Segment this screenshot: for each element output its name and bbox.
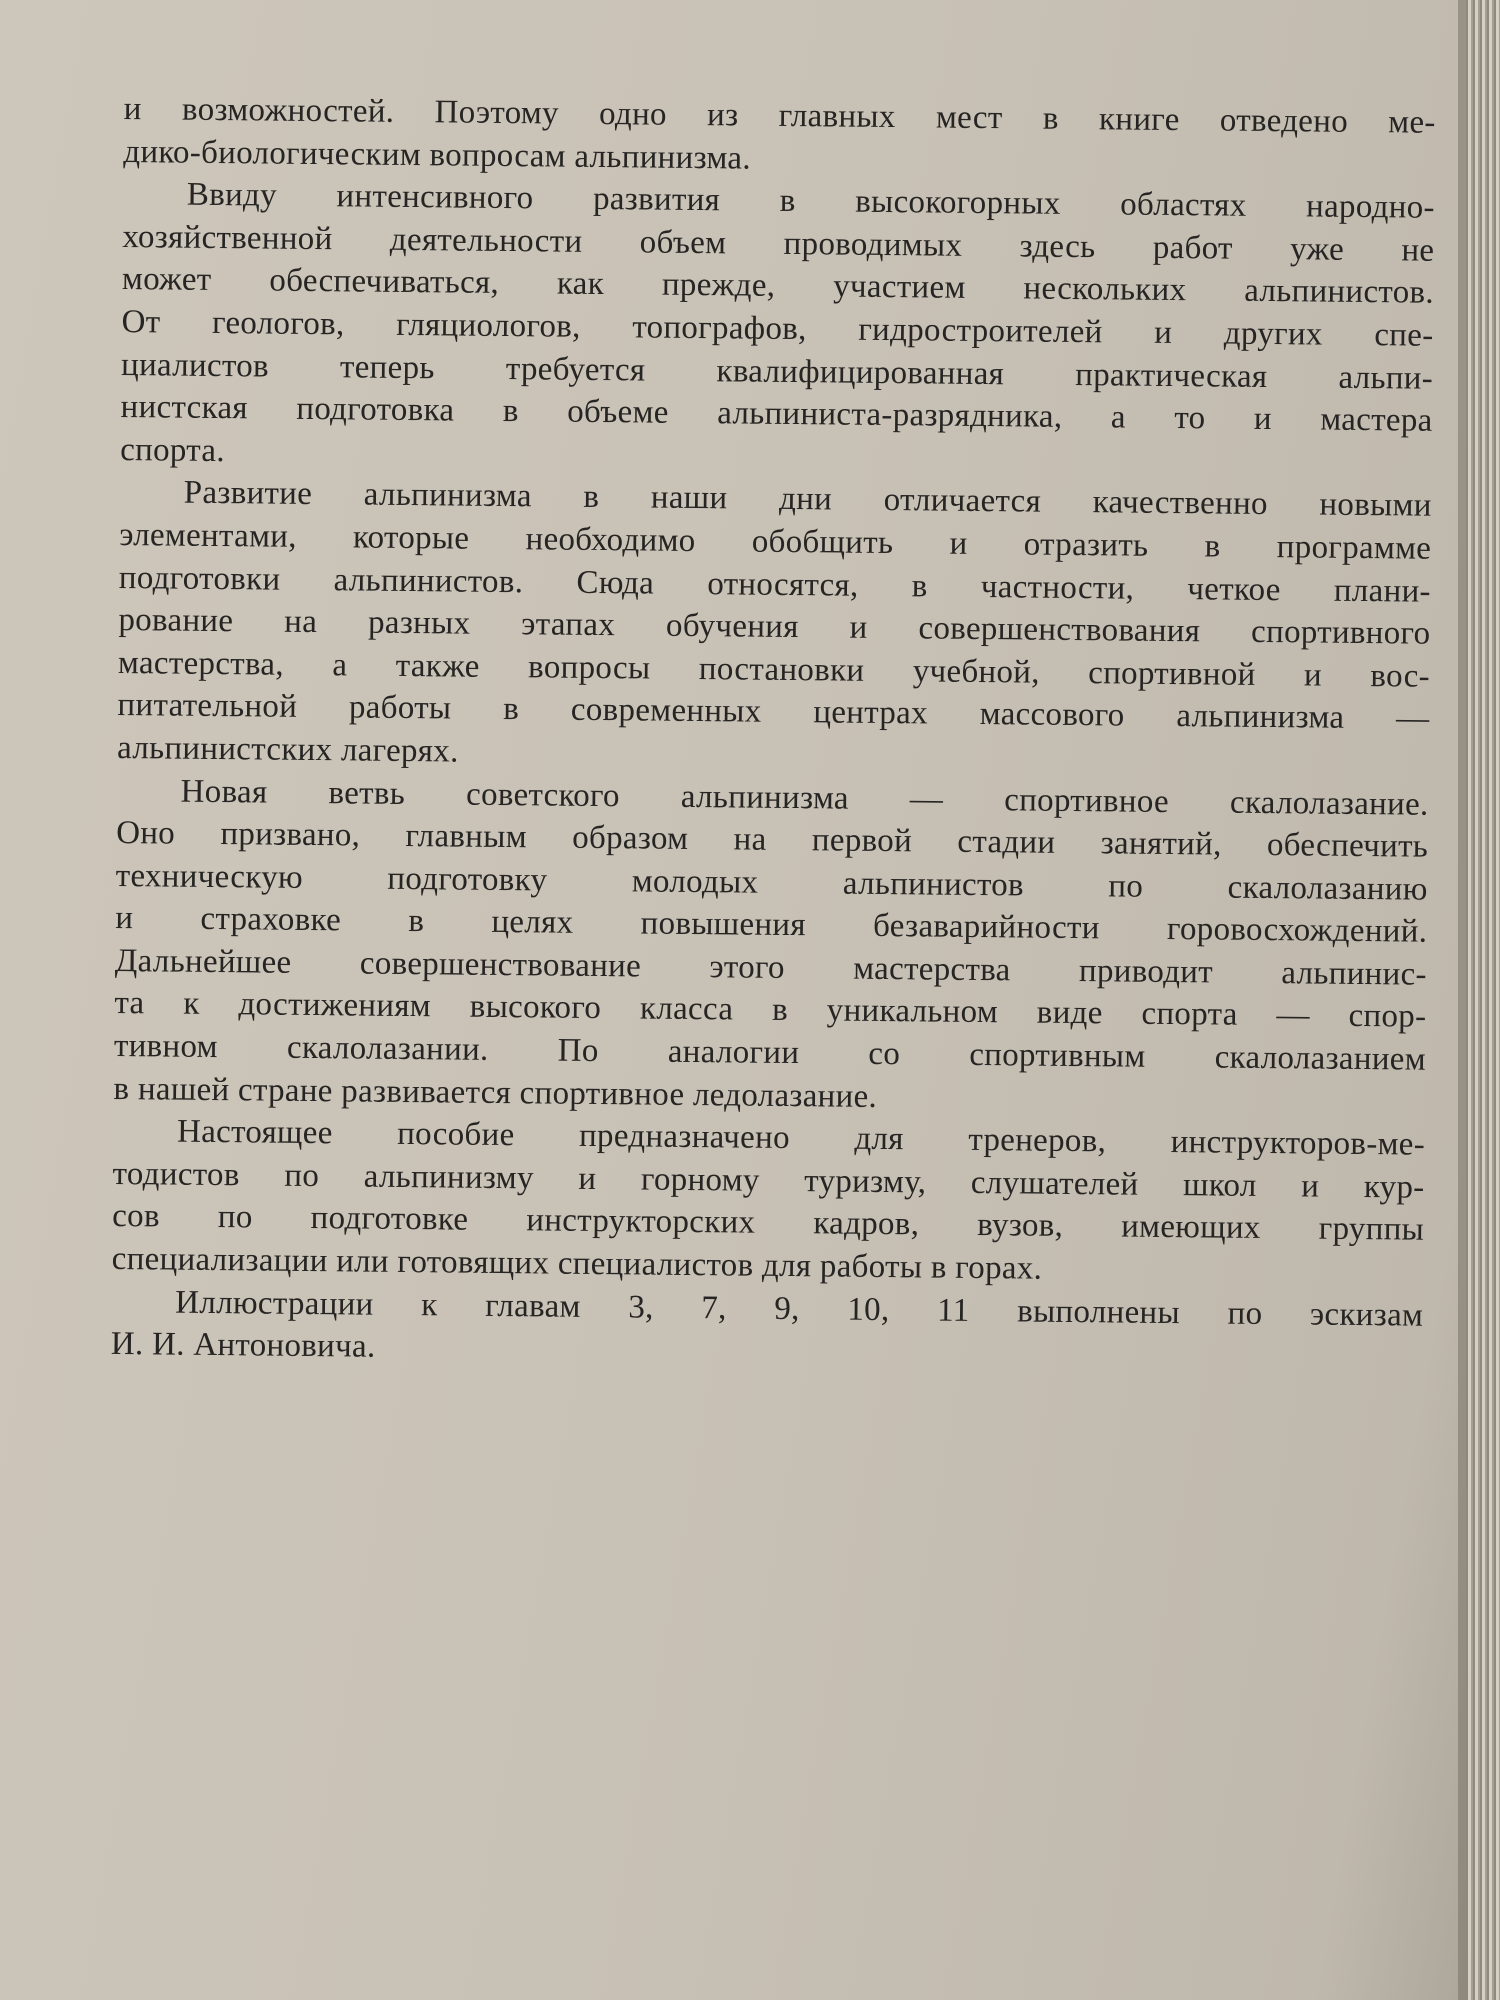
text-line: и возможностей. Поэтому одно из главных мест в книге отведено ме- (123, 90, 1436, 141)
text-line: тодистов по альпинизму и горному туризму, слушателей школ и кур- (112, 1155, 1425, 1206)
text-line: хозяйственной деятельности объем проводимых здесь работ уже не (122, 218, 1435, 269)
paragraph (111, 1281, 1424, 1380)
paragraph (113, 769, 1428, 1123)
text-line: Ввиду интенсивного развития в высокогорных областях народно- (186, 176, 1436, 226)
paragraph (112, 1110, 1426, 1294)
text-line: специализации или готовящих специалистов для работы в горах. (111, 1240, 1043, 1287)
text-line: циалистов теперь требуется квалифицированная практическая альпи- (120, 346, 1434, 397)
text-line: мастерства, а также вопросы постановки учебной, спортивной и вос- (117, 644, 1431, 695)
text-line: в нашей стране развивается спортивное ледолазание. (113, 1070, 878, 1115)
text-line: Новая ветвь советского альпинизма — спортивное скалолазание. (180, 773, 1429, 823)
text-line: Дальнейшее совершенствование этого мастерства приводит альпинис- (114, 942, 1427, 993)
paragraph (120, 173, 1435, 485)
book-page-text (111, 88, 1436, 1379)
text-line: Иллюстрации к главам 3, 7, 9, 10, 11 выполнены по эскизам (175, 1284, 1424, 1334)
text-line: нистская подготовка в объеме альпиниста-разрядника, а то и мастера (120, 389, 1433, 439)
paragraph (117, 471, 1432, 783)
text-line: техническую подготовку молодых альпинистов по скалолазанию (115, 857, 1428, 908)
text-line: может обеспечиваться, как прежде, участием нескольких альпинистов. (121, 261, 1435, 312)
text-line: та к достижениям высокого класса в уникальном виде спорта — спор- (114, 985, 1427, 1036)
text-line: подготовки альпинистов. Сюда относятся, в частности, четкое плани- (118, 559, 1431, 610)
text-line: тивном скалолазании. По аналогии со спортивным скалолазанием (113, 1028, 1427, 1078)
text-line: От геологов, гляциологов, топографов, гидростроителей и других спе- (121, 303, 1434, 354)
text-line: альпинистских лагерях. (116, 729, 459, 770)
page-shadow (1458, 0, 1466, 2000)
book-page-edges (1466, 0, 1500, 2000)
text-line: спорта. (120, 431, 226, 469)
text-line: и страховке в целях повышения безаварийности горовосхождений. (115, 900, 1428, 950)
text-line: рование на разных этапах обучения и совершенствования спортивного (118, 602, 1431, 652)
text-line: Настоящее пособие предназначено для тренеров, инструкторов-ме- (176, 1113, 1426, 1163)
text-line: Оно призвано, главным образом на первой стадии занятий, обеспечить (116, 815, 1429, 865)
paragraph (123, 88, 1436, 187)
text-line: И. И. Антоновича. (110, 1326, 376, 1365)
text-line: дико-биологическим вопросам альпинизма. (123, 133, 752, 177)
text-line: Развитие альпинизма в наши дни отличается качественно новыми (183, 474, 1432, 525)
text-line: элементами, которые необходимо обобщить и отразить в программе (119, 516, 1432, 567)
text-line: сов по подготовке инструкторских кадров, вузов, имеющих группы (111, 1198, 1425, 1249)
text-line: питательной работы в современных центрах массового альпинизма — (117, 687, 1430, 738)
